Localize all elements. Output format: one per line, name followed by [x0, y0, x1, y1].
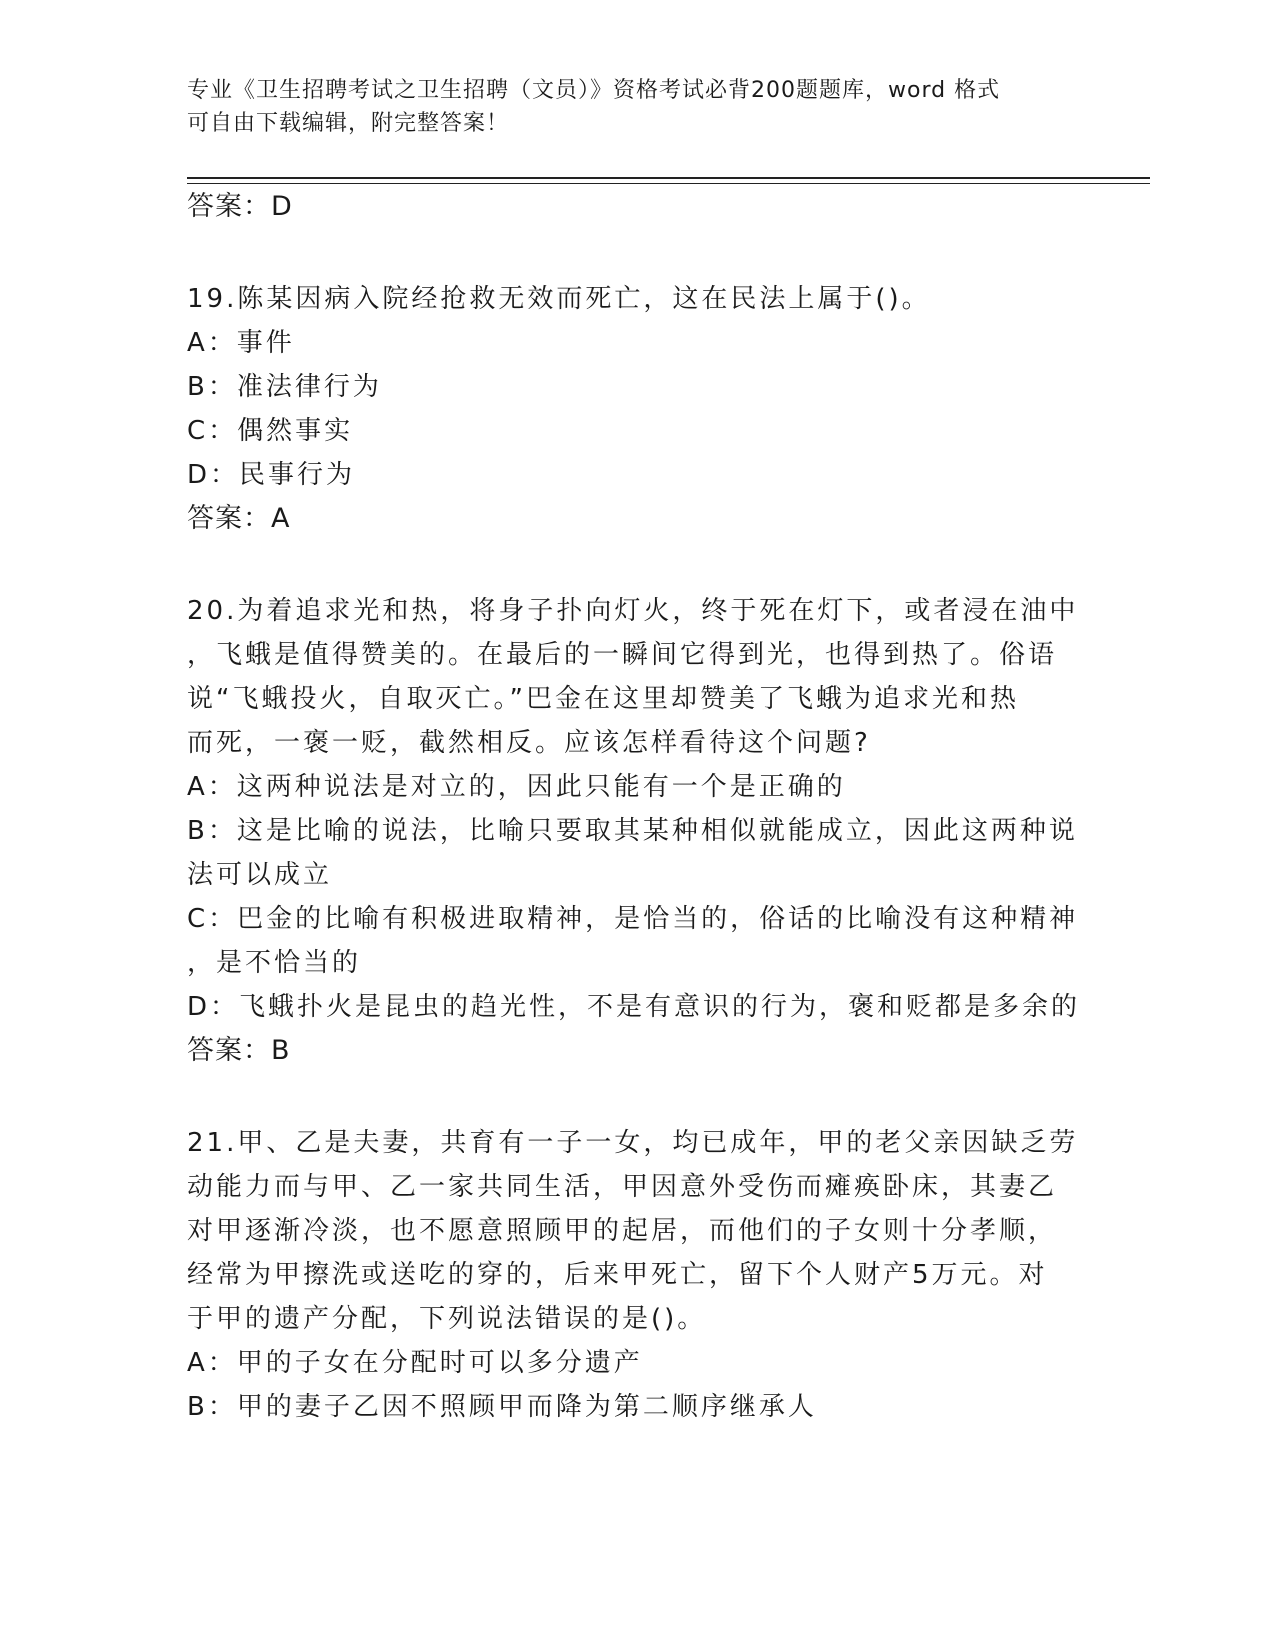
q21-option-a: A：甲的子女在分配时可以多分遗产: [187, 1348, 643, 1378]
q20-answer: 答案：B: [187, 1035, 291, 1066]
header-rule-thin: [187, 183, 1150, 184]
q21-stem-line-2: 动能力而与甲、乙一家共同生活，甲因意外受伤而瘫痪卧床，其妻乙: [187, 1172, 1058, 1202]
document-header: [187, 74, 1067, 140]
q20-option-d: D：飞蛾扑火是昆虫的趋光性，不是有意识的行为，褒和贬都是多余的: [187, 992, 1081, 1022]
header-rule-thick: [187, 177, 1150, 179]
header-line-2: 可自由下载编辑，附完整答案！: [187, 111, 510, 136]
q19-answer: 答案：A: [187, 503, 291, 534]
q21-stem-line-5: 于甲的遗产分配，下列说法错误的是()。: [187, 1304, 707, 1334]
q19-option-a: A：事件: [187, 328, 295, 358]
q20-option-c-line-2: ，是不恰当的: [187, 948, 362, 978]
q20-option-b-line-1: B：这是比喻的说法，比喻只要取其某种相似就能成立，因此这两种说: [187, 816, 1078, 846]
q19-option-b: B：准法律行为: [187, 372, 382, 402]
q20-option-b-line-2: 法可以成立: [187, 860, 333, 890]
answer-previous: 答案：D: [187, 191, 293, 222]
q20-option-a: A：这两种说法是对立的，因此只能有一个是正确的: [187, 772, 846, 802]
q21-stem-line-4: 经常为甲擦洗或送吃的穿的，后来甲死亡，留下个人财产5万元。对: [187, 1260, 1048, 1290]
q20-stem-line-2: ，飞蛾是值得赞美的。在最后的一瞬间它得到光，也得到热了。俗语: [187, 640, 1058, 670]
q20-stem-line-1: 20.为着追求光和热，将身子扑向灯火，终于死在灯下，或者浸在油中: [187, 596, 1079, 626]
q19-option-c: C：偶然事实: [187, 416, 354, 446]
q20-stem-line-4: 而死，一褒一贬，截然相反。应该怎样看待这个问题?: [187, 728, 871, 758]
q19-stem: 19.陈某因病入院经抢救无效而死亡，这在民法上属于()。: [187, 284, 931, 314]
q21-option-b: B：甲的妻子乙因不照顾甲而降为第二顺序继承人: [187, 1392, 817, 1422]
q20-option-c-line-1: C：巴金的比喻有积极进取精神，是恰当的，俗话的比喻没有这种精神: [187, 904, 1079, 934]
q20-stem-line-3: 说“飞蛾投火，自取灭亡。”巴金在这里却赞美了飞蛾为追求光和热: [187, 684, 1019, 714]
q21-stem-line-1: 21.甲、乙是夫妻，共育有一子一女，均已成年，甲的老父亲因缺乏劳: [187, 1128, 1079, 1158]
q19-option-d: D：民事行为: [187, 460, 356, 490]
header-line-1: 专业《卫生招聘考试之卫生招聘（文员）》资格考试必背200题题库，word 格式: [187, 78, 1001, 103]
q21-stem-line-3: 对甲逐渐冷淡，也不愿意照顾甲的起居，而他们的子女则十分孝顺，: [187, 1216, 1058, 1246]
